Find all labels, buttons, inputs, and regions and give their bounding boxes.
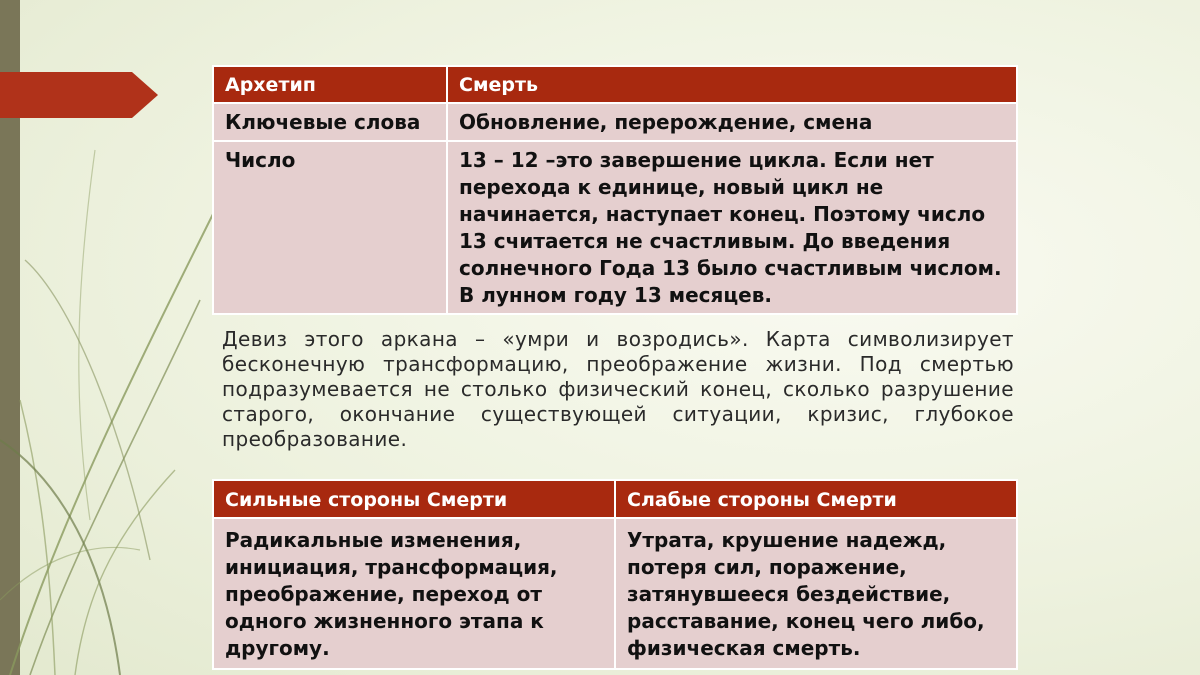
row-label-keywords: Ключевые слова	[213, 103, 447, 141]
header-strengths: Сильные стороны Смерти	[213, 480, 615, 518]
table-row	[213, 103, 1017, 141]
motto-paragraph: Девиз этого аркана – «умри и возродись». Карта символизирует бесконечную трансформацию, преображение жизни. Под смертью подразумевается не столько физический конец, сколько разрушение старого, окончание существующей ситуации, кризис, глубокое преобразование.	[222, 327, 1014, 451]
archetype-table	[212, 65, 1018, 315]
table-header-row	[213, 66, 1017, 103]
strengths-cell: Радикальные изменения, инициация, трансформация, преображение, переход от одного жизненного этапа к другому.	[213, 518, 615, 669]
table-row	[213, 518, 1017, 669]
row-value-keywords: Обновление, перерождение, смена	[447, 103, 1017, 141]
table-row	[213, 141, 1017, 314]
header-arrow-shape	[0, 72, 158, 118]
row-label-number: Число	[213, 141, 447, 314]
header-weaknesses: Слабые стороны Смерти	[615, 480, 1017, 518]
table-header-row	[213, 480, 1017, 518]
header-archetype-value: Смерть	[447, 66, 1017, 103]
header-archetype-label: Архетип	[213, 66, 447, 103]
strengths-weaknesses-table	[212, 479, 1018, 670]
row-value-number: 13 – 12 –это завершение цикла. Если нет перехода к единице, новый цикл не начинается, наступает конец. Поэтому число 13 считается не счастливым. До введения солнечного Года 13 было счастливым числом. В лунном году 13 месяцев.	[447, 141, 1017, 314]
weaknesses-cell: Утрата, крушение надежд, потеря сил, поражение, затянувшееся бездействие, расставание, конец чего либо, физическая смерть.	[615, 518, 1017, 669]
